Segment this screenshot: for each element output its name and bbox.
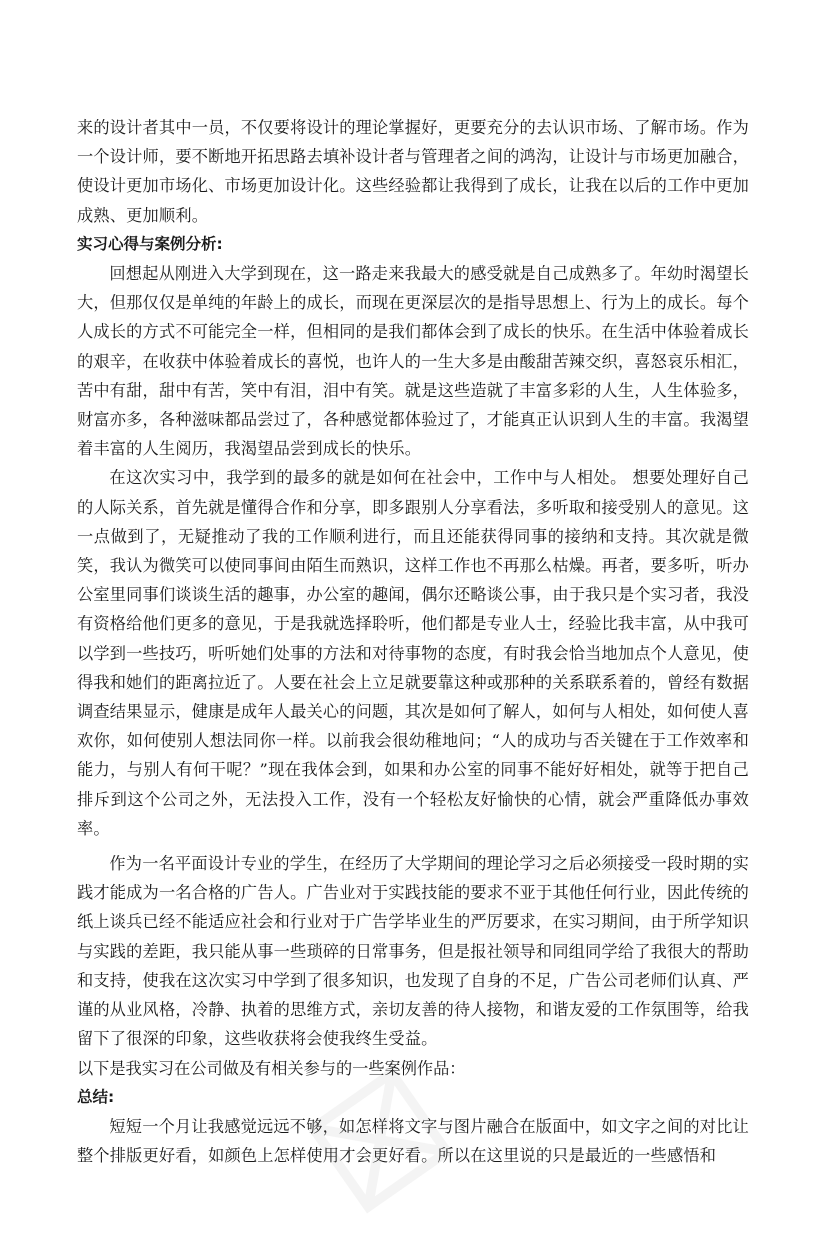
paragraph-design-student: 作为一名平面设计专业的学生，在经历了大学期间的理论学习之后必须接受一段时期的实践才能成为一名合格的广告人。广告业对于实践技能的要求不亚于其他任何行业，因此传统的纸上谈兵已经不能适应社会和行业对于广告学毕业生的严厉要求，在实习期间，由于所学知识与实践的差距，我只能从事一些琐碎的日常事务，但是报社领导和同组同学给了我很大的帮助和支持，使我在这次实习中学到了很多知识，也发现了自身的不足，广告公司老师们认真、严谨的从业风格，冷静、执着的思维方式，亲切友善的待人接物，和谐友爱的工作氛围等，给我留下了很深的印象，这些收获将会使我终生受益。 [77,854,749,1049]
paragraph-relationships: 在这次实习中，我学到的最多的就是如何在社会中，工作中与人相处。 想要处理好自己的人际关系，首先就是懂得合作和分享，即多跟别人分享看法，多听取和接受别人的意见。这一点做到了，无疑推动了我的工作顺利进行，而且还能获得同事的接纳和支持。其次就是微笑，我认为微笑可以使同事间由陌生而熟识，这样工作也不再那么枯燥。再者，要多听，听办公室里同事们谈谈生活的趣事，办公室的趣闻，偶尔还略谈公事，由于我只是个实习者，我没有资格给他们更多的意见，于是我就选择聆听，他们都是专业人士，经验比我丰富，从中我可以学到一些技巧，听听她们处事的方法和对待事物的态度，有时我会恰当地加点个人意见，使得我和她们的距离拉近了。人要在社会上立足就要靠这种或那种的关系联系着的，曾经有数据调查结果显示，健康是成年人最关心的问题，其次是如何了解人，如何与人相处，如何使人喜欢你，如何使别人想法同你一样。以前我会很幼稚地问；“人的成功与否关键在于工作效率和能力，与别人有何干呢？”现在我体会到，如果和办公室的同事不能好好相处，就等于把自己排斥到这个公司之外，无法投入工作，没有一个轻松友好愉快的心情，就会严重降低办事效率。 [77,468,749,838]
paragraph-summary: 短短一个月让我感觉远远不够，如怎样将文字与图片融合在版面中，如文字之间的对比让整个排版更好看，如颜色上怎样使用才会更好看。所以在这里说的只是最近的一些感悟和 [77,1116,749,1166]
document-page [77,113,749,1170]
case-works-line: 以下是我实习在公司做及有相关参与的一些案例作品： [77,1058,466,1078]
paragraph-growth: 回想起从刚进入大学到现在，这一路走来我最大的感受就是自己成熟多了。年幼时渴望长大，但那仅仅是单纯的年龄上的成长，而现在更深层次的是指导思想上、行为上的成长。每个人成长的方式不可能完全一样，但相同的是我们都体会到了成长的快乐。在生活中体验着成长的艰辛，在收获中体验着成长的喜悦，也许人的一生大多是由酸甜苦辣交织，喜怒哀乐相汇，苦中有甜，甜中有苦，笑中有泪，泪中有笑。就是这些造就了丰富多彩的人生，人生体验多，财富亦多，各种滋味都品尝过了，各种感觉都体验过了，才能真正认识到人生的丰富。我渴望着丰富的人生阅历，我渴望品尝到成长的快乐。 [77,264,749,459]
section-heading-internship-insights: 实习心得与案例分析: [77,234,223,253]
summary-heading: 总结: [77,1087,115,1106]
intro-paragraph: 来的设计者其中一员，不仅要将设计的理论掌握好，更要充分的去认识市场、了解市场。作为一个设计师，要不断地开拓思路去填补设计者与管理者之间的鸿沟，让设计与市场更加融合，使设计更加市场化、市场更加设计化。这些经验都让我得到了成长，让我在以后的工作中更加成熟、更加顺利。 [77,118,749,225]
